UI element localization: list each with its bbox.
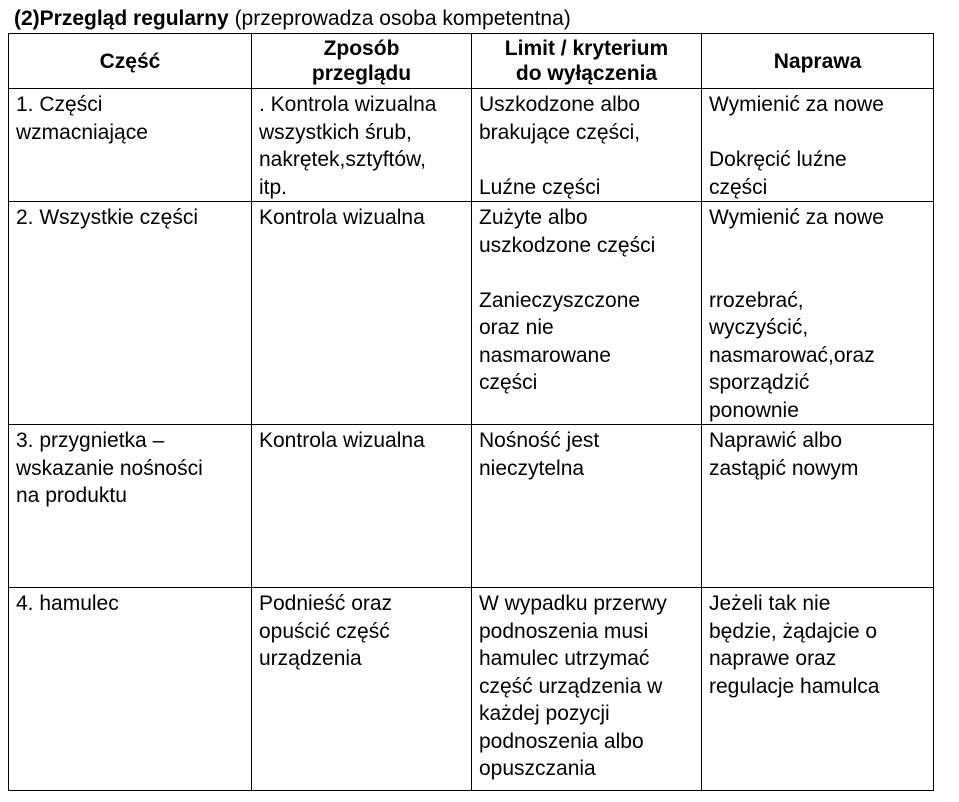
cell-spacer <box>479 259 694 287</box>
cell-line: Zanieczyszczone <box>479 288 641 312</box>
table-row <box>9 202 934 425</box>
cell-repair <box>702 89 934 202</box>
cell-line: nasmarować,oraz <box>709 343 875 367</box>
table-row <box>9 89 934 202</box>
header-line: przeglądu <box>311 62 412 85</box>
cell-line: 4. hamulec <box>16 592 119 615</box>
header-part <box>9 34 252 89</box>
cell-spacer <box>709 232 926 260</box>
cell-method <box>252 588 472 791</box>
cell-line: Dokręcić luźne <box>709 148 847 171</box>
section-heading-bold: (2)Przegląd regularny <box>14 7 229 30</box>
cell-line: oraz nie <box>479 316 554 339</box>
header-limit <box>472 34 702 89</box>
cell-method <box>252 202 472 425</box>
cell-line: zastąpić nowym <box>709 456 859 480</box>
cell-line: brakujące części, <box>479 120 641 144</box>
cell-line: Zużyte albo <box>479 206 588 229</box>
cell-line: będzie, żądajcie o <box>709 619 878 643</box>
cell-line: 1. Części <box>16 93 103 116</box>
cell-repair <box>702 202 934 425</box>
header-repair <box>702 34 934 89</box>
cell-line: itp. <box>259 175 288 199</box>
cell-repair <box>702 588 934 791</box>
header-method <box>252 34 472 89</box>
cell-line: 3. przygnietka – <box>16 429 165 452</box>
cell-line: 2. Wszystkie części <box>16 206 199 229</box>
cell-line: naprawe oraz <box>709 647 837 670</box>
cell-line: . Kontrola wizualna <box>259 93 437 116</box>
header-line: Naprawa <box>773 49 862 73</box>
cell-line: W wypadku przerwy <box>479 592 667 615</box>
cell-line: Wymienić za nowe <box>709 206 884 229</box>
cell-part <box>9 588 252 791</box>
cell-line: opuszczania <box>479 757 596 780</box>
cell-line: wyczyścić, <box>709 316 809 339</box>
section-heading <box>14 6 571 32</box>
cell-line: Kontrola wizualna <box>259 206 425 229</box>
cell-method <box>252 425 472 588</box>
header-line: Część <box>99 49 161 73</box>
cell-line: ponownie <box>709 398 799 422</box>
cell-line: wszystkich śrub, <box>259 120 412 144</box>
cell-limit <box>472 588 702 791</box>
cell-line: podnoszenia musi <box>479 619 649 643</box>
table-row <box>9 588 934 791</box>
table-header-row <box>9 34 934 89</box>
cell-line: Kontrola wizualna <box>259 429 425 452</box>
section-heading-note: (przeprowadza osoba kompetentna) <box>228 7 571 30</box>
cell-line: regulacje hamulca <box>709 674 880 698</box>
cell-line: urządzenia <box>259 647 362 670</box>
cell-spacer <box>709 119 926 147</box>
cell-part <box>9 89 252 202</box>
cell-line: Uszkodzone albo <box>479 93 641 116</box>
cell-line: część urządzenia w <box>479 674 663 698</box>
cell-part <box>9 202 252 425</box>
cell-line: wskazanie nośności <box>16 456 203 480</box>
cell-line: Nośność jest <box>479 429 600 452</box>
header-line: Zposób <box>323 37 400 60</box>
cell-limit <box>472 425 702 588</box>
cell-line: części <box>479 371 538 394</box>
cell-line: rrozebrać, <box>709 288 804 312</box>
cell-line: nieczytelna <box>479 456 585 480</box>
cell-line: części <box>709 175 768 199</box>
cell-method <box>252 89 472 202</box>
cell-line: na produktu <box>16 484 127 507</box>
cell-line: Wymienić za nowe <box>709 93 884 116</box>
cell-line: wzmacniające <box>16 120 148 144</box>
cell-line: nasmarowane <box>479 343 611 367</box>
cell-part <box>9 425 252 588</box>
cell-line: Naprawić albo <box>709 429 843 452</box>
cell-line: podnoszenia albo <box>479 729 644 753</box>
cell-line: opuścić część <box>259 619 390 643</box>
cell-line: uszkodzone części <box>479 233 656 257</box>
table-row <box>9 425 934 588</box>
header-line: do wyłączenia <box>515 62 658 85</box>
cell-limit <box>472 89 702 202</box>
cell-limit <box>472 202 702 425</box>
cell-line: hamulec utrzymać <box>479 647 650 670</box>
cell-repair <box>702 425 934 588</box>
cell-line: sporządzić <box>709 371 810 394</box>
inspection-table <box>8 33 934 791</box>
cell-line: Podnieść oraz <box>259 592 393 615</box>
cell-line: Luźne części <box>479 175 601 199</box>
cell-line: Jeżeli tak nie <box>709 592 831 615</box>
cell-spacer <box>709 259 926 287</box>
cell-spacer <box>479 146 694 174</box>
header-line: Limit / kryterium <box>504 37 669 60</box>
cell-line: nakrętek,sztyftów, <box>259 148 426 171</box>
cell-line: każdej pozycji <box>479 702 610 725</box>
